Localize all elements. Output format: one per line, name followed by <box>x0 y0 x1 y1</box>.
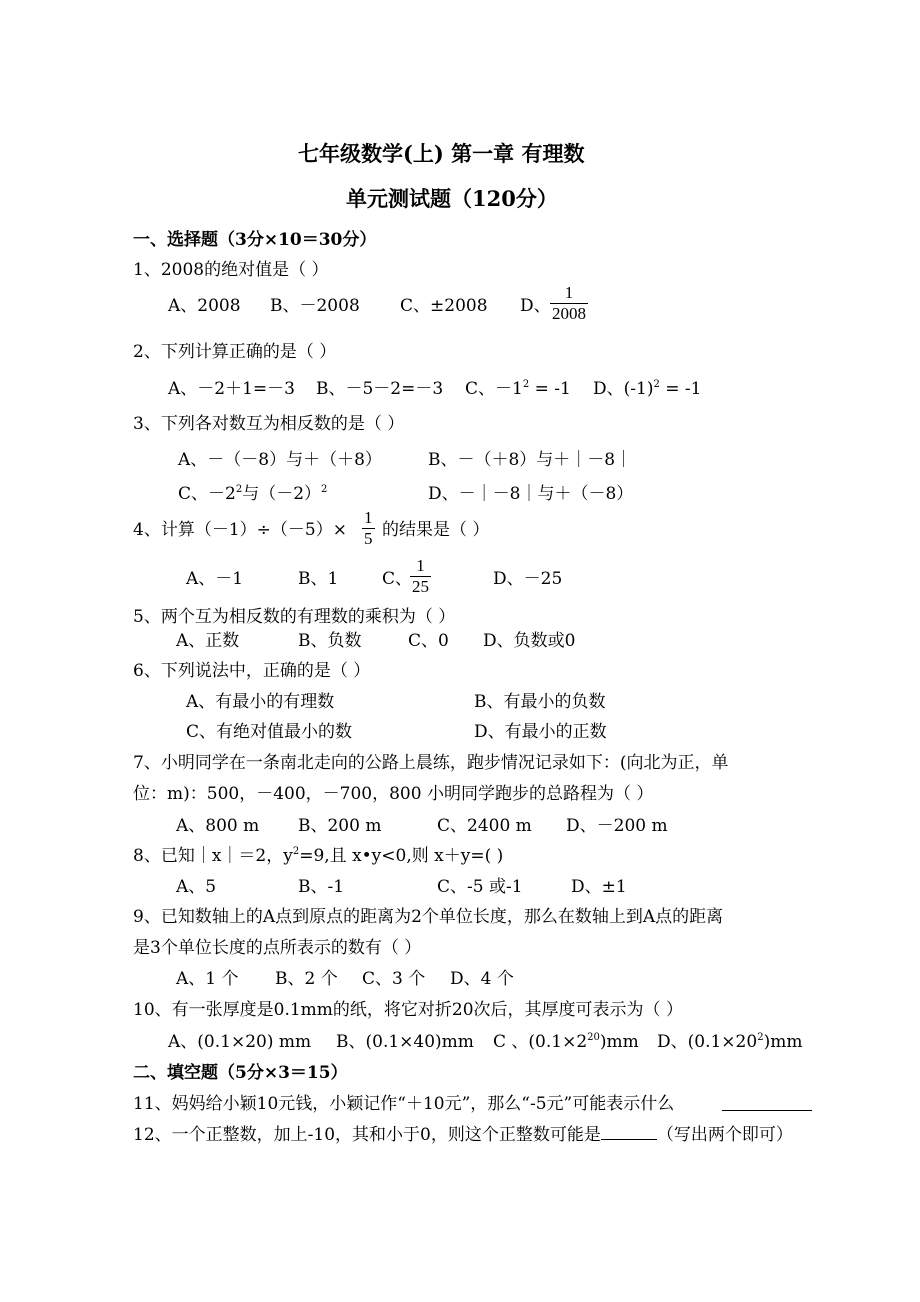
question-11-answer-blank[interactable] <box>722 1110 812 1111</box>
question-6-option-c: C、有绝对值最小的数 <box>186 722 353 742</box>
question-11-stem: 11、妈妈给小颖10元钱，小颖记作“＋10元”，那么“-5元”可能表示什么 <box>133 1094 675 1114</box>
question-12-stem <box>133 1124 793 1146</box>
question-1-option-d-label: D、 <box>520 296 551 316</box>
question-8-option-c: C、-5 或-1 <box>437 877 523 897</box>
question-2-option-c <box>465 378 571 400</box>
question-10-option-d-base: D、(0.1×20 <box>657 1032 758 1052</box>
question-9-option-a: A、1 个 <box>176 969 239 989</box>
fraction-numerator: 1 <box>364 508 373 527</box>
question-1-option-a: A、2008 <box>168 296 241 316</box>
question-6-option-b: B、有最小的负数 <box>474 692 606 712</box>
question-6-option-a: A、有最小的有理数 <box>186 692 335 712</box>
question-10-option-c <box>493 1031 639 1053</box>
question-3-option-b: B、－（＋8）与＋｜－8｜ <box>428 450 633 470</box>
question-10-option-c-base: C 、(0.1×2 <box>493 1032 588 1052</box>
question-8-option-a: A、5 <box>176 877 217 897</box>
question-2-option-d-exponent: 2 <box>653 379 660 390</box>
question-2-option-d-rest: = -1 <box>659 379 702 399</box>
question-10-option-d-exponent: 2 <box>757 1032 764 1043</box>
question-5-option-c: C、0 <box>408 631 449 651</box>
question-6-option-d: D、有最小的正数 <box>474 722 607 742</box>
question-1-option-d-fraction <box>550 284 588 323</box>
question-4-stem-fraction <box>362 509 375 548</box>
question-8-option-b: B、-1 <box>298 877 345 897</box>
question-1-option-c: C、±2008 <box>400 296 488 316</box>
question-10-stem: 10、有一张厚度是0.1mm的纸，将它对折20次后，其厚度可表示为（ ） <box>133 1000 683 1020</box>
question-3-option-c-middle: 与（－2） <box>242 484 322 504</box>
question-3-option-d: D、－｜－8｜与＋（－8） <box>428 484 634 504</box>
question-4-stem-end: 的结果是（ ） <box>382 520 490 540</box>
fraction-denominator: 5 <box>364 529 373 548</box>
question-10-option-b: B、(0.1×40)mm <box>336 1032 474 1052</box>
fraction-denominator: 25 <box>412 577 429 596</box>
question-12-stem-end: （写出两个即可） <box>656 1125 793 1145</box>
question-2-option-a: A、－2＋1=－3 <box>168 379 295 399</box>
question-8-option-d: D、±1 <box>571 877 627 897</box>
question-7-option-d: D、－200 m <box>566 816 668 836</box>
question-2-option-c-base: C、－1 <box>465 379 523 399</box>
question-3-option-a: A、－（－8）与＋（＋8） <box>178 450 382 470</box>
question-8-stem-end: =9,且 x•y<0,则 x＋y=( ) <box>299 846 504 866</box>
question-9-stem-line-1: 9、已知数轴上的A点到原点的距离为2个单位长度，那么在数轴上到A点的距离 <box>133 907 724 927</box>
question-3-option-c-exponent-2: 2 <box>321 484 328 495</box>
question-5-option-b: B、负数 <box>298 631 362 651</box>
question-3-option-c-exponent-1: 2 <box>235 484 243 495</box>
question-1-stem: 1、2008的绝对值是（ ） <box>133 260 329 280</box>
question-2-option-d <box>593 378 701 400</box>
question-3-stem: 3、下列各对数互为相反数的是（ ） <box>133 414 405 434</box>
question-2-option-b: B、－5－2=－3 <box>316 379 444 399</box>
question-6-stem: 6、下列说法中，正确的是（ ） <box>133 661 371 681</box>
question-4-option-c-label: C、 <box>382 569 413 589</box>
question-10-option-c-exponent: 20 <box>587 1032 600 1043</box>
question-3-option-c-base: C、－2 <box>178 484 236 504</box>
question-9-option-d: D、4 个 <box>450 969 514 989</box>
question-10-option-c-rest: )mm <box>599 1032 639 1052</box>
question-9-option-b: B、2 个 <box>275 969 338 989</box>
question-12-answer-blank[interactable] <box>601 1139 657 1140</box>
question-2-option-c-rest: = -1 <box>529 379 571 399</box>
question-4-option-d: D、－25 <box>493 569 563 589</box>
question-4-option-b: B、1 <box>298 569 339 589</box>
question-9-stem-line-2: 是3个单位长度的点所表示的数有（ ） <box>133 938 422 958</box>
question-7-stem-line-1: 7、小明同学在一条南北走向的公路上晨练，跑步情况记录如下：(向北为正，单 <box>133 753 729 773</box>
question-8-stem-exponent: 2 <box>292 846 300 857</box>
question-5-option-d: D、负数或0 <box>483 631 576 651</box>
question-9-option-c: C、3 个 <box>362 969 426 989</box>
page-subtitle: 单元测试题（120分） <box>346 186 558 211</box>
section-heading-choice: 一、选择题（3分×10＝30分） <box>133 230 377 250</box>
question-3-option-c <box>178 483 327 505</box>
question-7-option-b: B、200 m <box>298 816 382 836</box>
question-5-option-a: A、正数 <box>176 631 240 651</box>
question-2-option-c-exponent: 2 <box>522 379 530 390</box>
question-1-option-b: B、－2008 <box>270 296 360 316</box>
question-4-option-a: A、－1 <box>186 569 244 589</box>
question-7-option-a: A、800 m <box>176 816 260 836</box>
question-2-option-d-base: D、(-1) <box>593 379 654 399</box>
page-title: 七年级数学(上) 第一章 有理数 <box>298 141 585 166</box>
question-8-stem-start: 8、已知｜x｜＝2，y <box>133 846 293 866</box>
section-heading-fill-in: 二、填空题（5分×3＝15） <box>133 1063 348 1083</box>
question-10-option-a: A、(0.1×20) mm <box>168 1032 312 1052</box>
question-4-option-c-fraction <box>410 557 431 596</box>
question-5-stem: 5、两个互为相反数的有理数的乘积为（ ） <box>133 607 456 627</box>
question-4-stem-start: 4、计算（－1）÷（－5）× <box>133 520 347 540</box>
question-10-option-d-rest: )mm <box>763 1032 803 1052</box>
fraction-numerator: 1 <box>564 283 574 302</box>
question-7-option-c: C、2400 m <box>437 816 532 836</box>
fraction-numerator: 1 <box>416 556 425 575</box>
question-12-stem-start: 12、一个正整数，加上-10，其和小于0，则这个正整数可能是 <box>133 1125 601 1145</box>
question-10-option-d <box>657 1031 802 1053</box>
question-7-stem-line-2: 位：m)：500，－400，－700，800 小明同学跑步的总路程为（ ） <box>133 784 654 804</box>
question-8-stem <box>133 845 503 867</box>
question-2-stem: 2、下列计算正确的是（ ） <box>133 342 337 362</box>
fraction-denominator: 2008 <box>552 304 586 323</box>
